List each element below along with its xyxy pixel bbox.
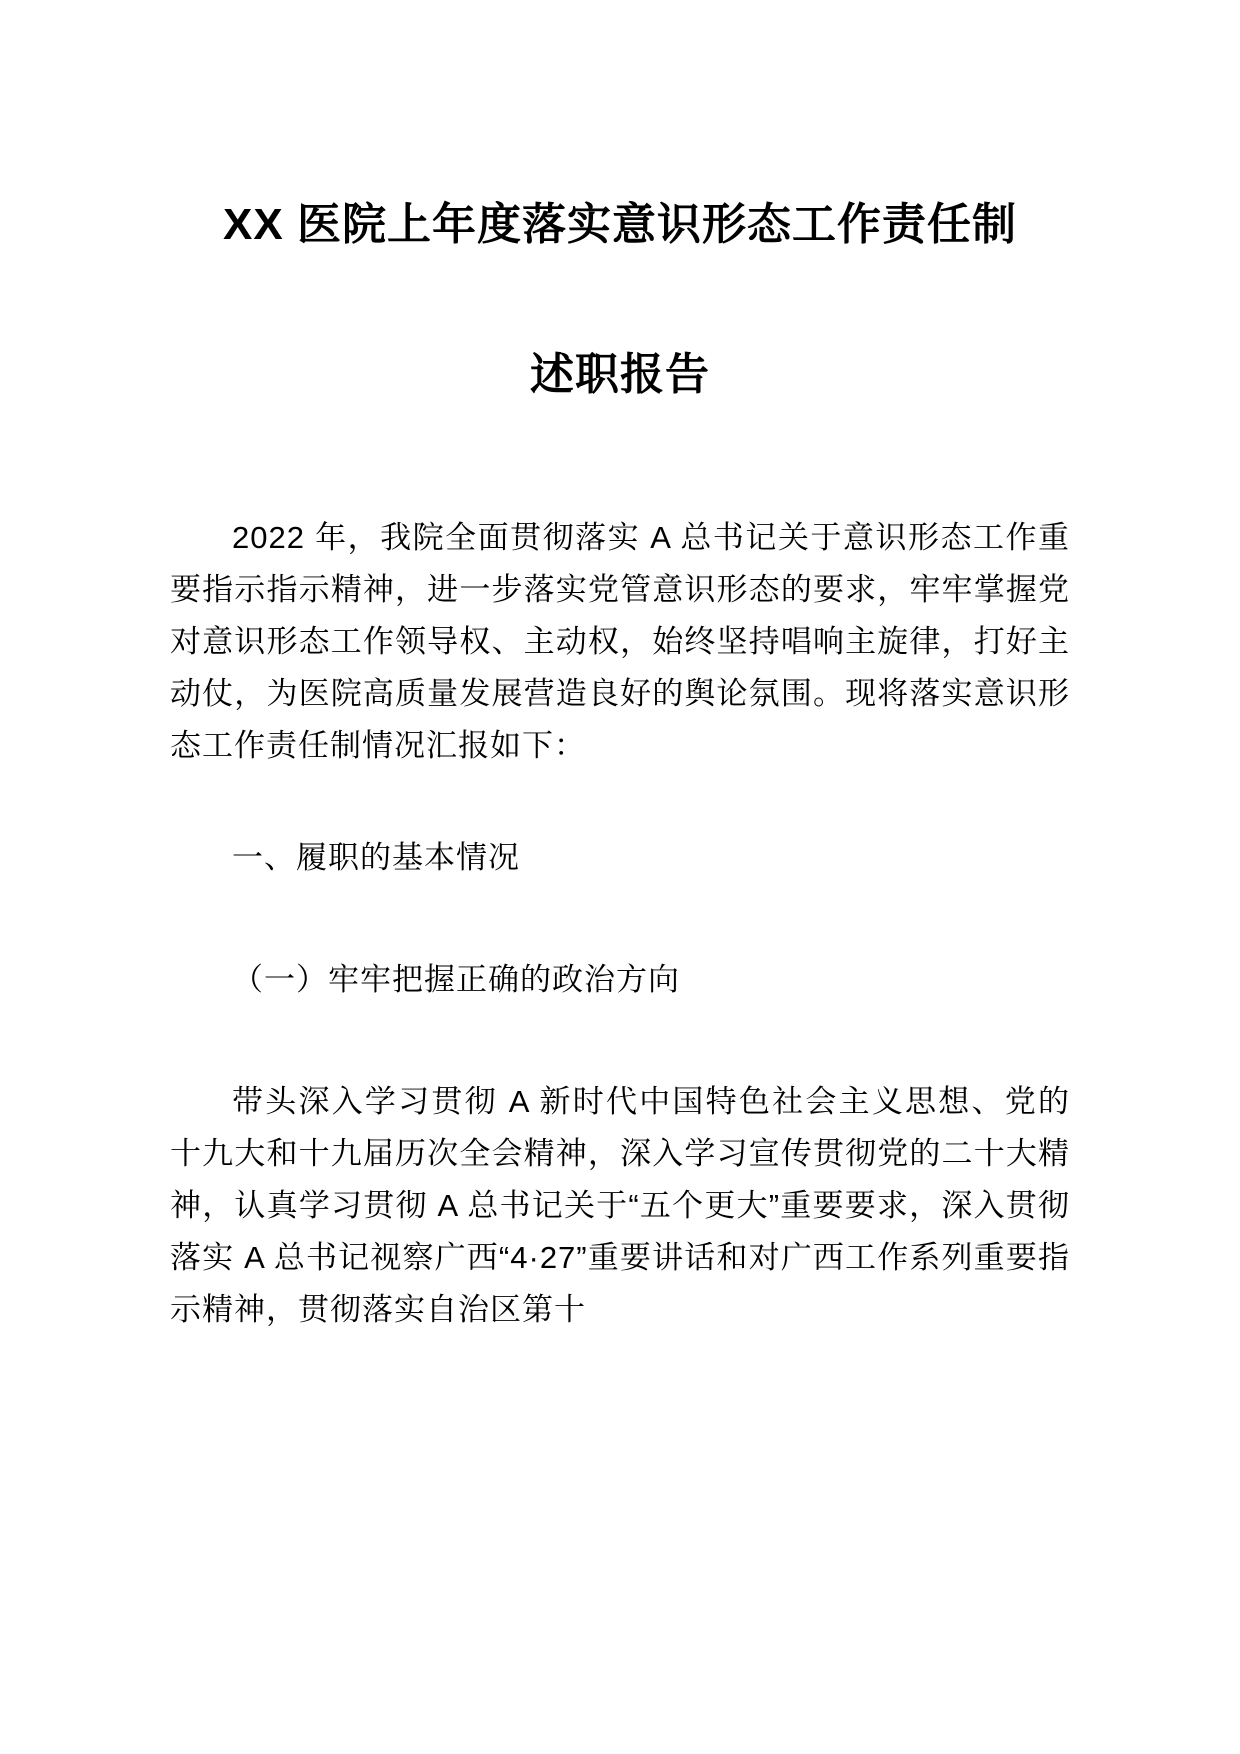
document-title: XX 医院上年度落实意识形态工作责任制述职报告 bbox=[223, 200, 1017, 399]
intro-paragraph: 2022 年，我院全面贯彻落实 A 总书记关于意识形态工作重要指示指示精神，进一步落实党管意识形态的要求，牢牢掌握党对意识形态工作领导权、主动权，始终坚持唱响主旋律，打好主动仗，为医院高质量发展营造良好的舆论氛围。现将落实意识形态工作责任制情况汇报如下： bbox=[170, 520, 1070, 763]
body-paragraph: 带头深入学习贯彻 A 新时代中国特色社会主义思想、党的十九大和十九届历次全会精神，深入学习宣传贯彻党的二十大精神，认真学习贯彻 A 总书记关于“五个更大”重要要求，深入贯彻落实 A 总书记视察广西“4·27”重要讲话和对广西工作系列重要指示精神，贯彻落实自治区第十 bbox=[170, 1084, 1070, 1327]
subsection-heading: （一）牢牢把握正确的政治方向 bbox=[232, 962, 680, 997]
section-heading: 一、履职的基本情况 bbox=[232, 840, 520, 875]
